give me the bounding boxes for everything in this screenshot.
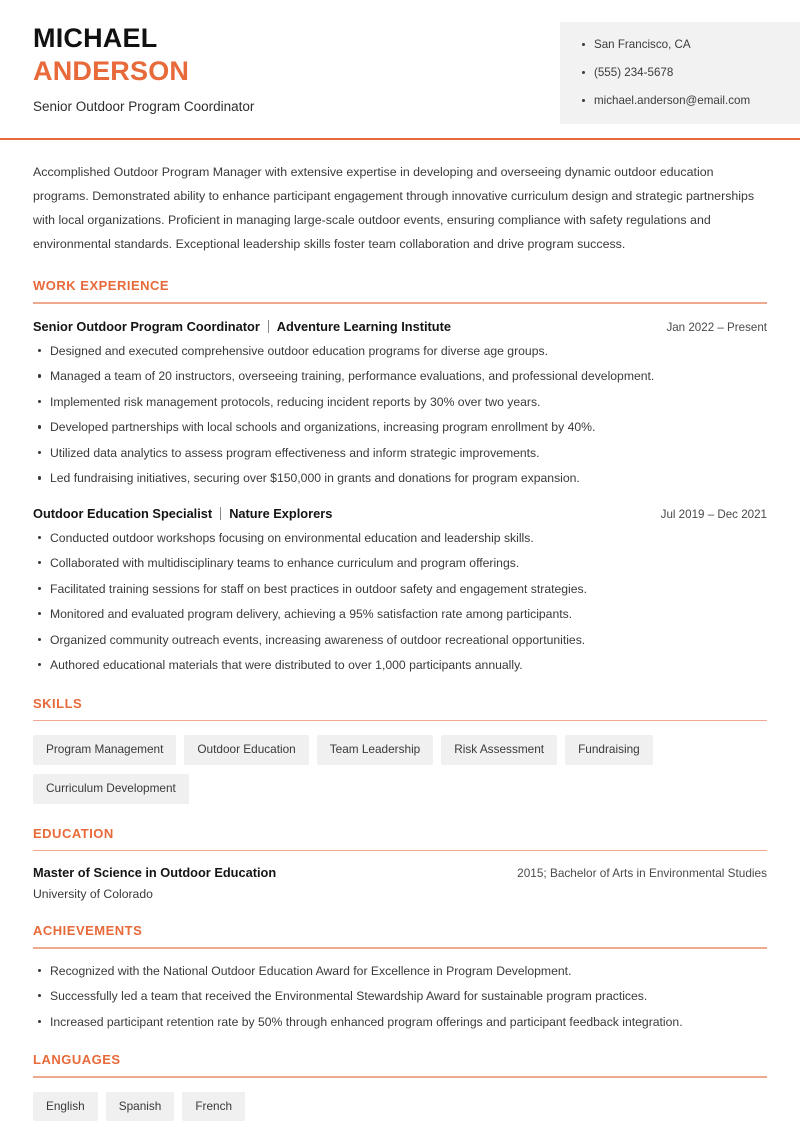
experience-role: Senior Outdoor Program Coordinator <box>33 318 260 334</box>
list-item: Managed a team of 20 instructors, overseeing training, performance evaluations, and professional development. <box>33 368 767 384</box>
section-divider <box>33 850 767 852</box>
list-item: Conducted outdoor workshops focusing on environmental education and leadership skills. <box>33 530 767 546</box>
language-chip: Spanish <box>106 1092 175 1122</box>
last-name: ANDERSON <box>33 55 190 86</box>
achievements-bullet-list <box>33 963 767 1030</box>
section-languages <box>33 1052 767 1121</box>
education-school: University of Colorado <box>33 887 153 902</box>
header-identity <box>0 0 254 115</box>
section-divider <box>33 947 767 949</box>
list-item: Implemented risk management protocols, reducing incident reports by 30% over two years. <box>33 394 767 410</box>
list-item: Designed and executed comprehensive outdoor education programs for diverse age groups. <box>33 343 767 359</box>
section-divider <box>33 720 767 722</box>
contact-location: San Francisco, CA <box>582 38 800 52</box>
experience-dates: Jul 2019 – Dec 2021 <box>660 507 767 521</box>
experience-bullet-list <box>33 530 767 674</box>
experience-entry-header <box>33 505 767 521</box>
experience-bullet-list <box>33 343 767 487</box>
list-item: Increased participant retention rate by 50% through enhanced program offerings and participant feedback integration. <box>33 1014 767 1030</box>
list-item: Utilized data analytics to assess program effectiveness and inform strategic improvements. <box>33 445 767 461</box>
resume-content <box>0 160 800 1122</box>
list-item: Authored educational materials that were distributed to over 1,000 participants annually. <box>33 657 767 673</box>
contact-list <box>582 38 800 108</box>
list-item: Led fundraising initiatives, securing over $150,000 in grants and donations for program expansion. <box>33 470 767 486</box>
first-name: MICHAEL <box>33 23 158 53</box>
education-entry <box>33 865 767 901</box>
education-extra: 2015; Bachelor of Arts in Environmental Studies <box>517 866 767 881</box>
list-item: Organized community outreach events, increasing awareness of outdoor recreational opportunities. <box>33 632 767 648</box>
list-item: Successfully led a team that received the Environmental Stewardship Award for sustainable program practices. <box>33 988 767 1004</box>
languages-chip-list <box>33 1092 767 1122</box>
section-title-achievements: ACHIEVEMENTS <box>33 923 143 939</box>
section-work-experience <box>33 278 767 673</box>
section-education <box>33 826 767 902</box>
experience-entry <box>33 318 767 487</box>
list-item: Developed partnerships with local schools and organizations, increasing program enrollment by 40%. <box>33 419 767 435</box>
skills-chip-list <box>33 735 767 804</box>
experience-dates: Jan 2022 – Present <box>666 320 767 334</box>
section-title-work-experience: WORK EXPERIENCE <box>33 278 170 294</box>
contact-info-box <box>560 22 800 124</box>
pipe-separator-icon <box>220 507 221 520</box>
experience-role: Outdoor Education Specialist <box>33 505 213 521</box>
experience-heading <box>33 318 451 334</box>
list-item: Recognized with the National Outdoor Education Award for Excellence in Program Development. <box>33 963 767 979</box>
header-divider <box>0 138 800 140</box>
skill-chip: Fundraising <box>565 735 653 765</box>
section-divider <box>33 302 767 304</box>
education-entry-header <box>33 865 767 880</box>
experience-company: Adventure Learning Institute <box>276 318 451 334</box>
list-item: Facilitated training sessions for staff on best practices in outdoor safety and engagement strategies. <box>33 581 767 597</box>
contact-phone[interactable]: (555) 234-5678 <box>582 66 800 80</box>
resume-header <box>0 0 800 124</box>
professional-title: Senior Outdoor Program Coordinator <box>33 98 255 114</box>
language-chip: English <box>33 1092 98 1122</box>
section-title-education: EDUCATION <box>33 825 114 841</box>
skill-chip: Outdoor Education <box>184 735 308 765</box>
section-achievements <box>33 923 767 1030</box>
skill-chip: Team Leadership <box>317 735 434 765</box>
skill-chip: Risk Assessment <box>441 735 557 765</box>
section-title-skills: SKILLS <box>33 695 83 711</box>
list-item: Collaborated with multidisciplinary teams to enhance curriculum and program offerings. <box>33 555 767 571</box>
experience-heading <box>33 505 332 521</box>
section-divider <box>33 1076 767 1078</box>
experience-company: Nature Explorers <box>229 505 333 521</box>
section-title-languages: LANGUAGES <box>33 1052 121 1068</box>
skill-chip: Curriculum Development <box>33 774 189 804</box>
experience-entry-header <box>33 318 767 334</box>
section-skills <box>33 696 767 804</box>
pipe-separator-icon <box>268 320 269 333</box>
professional-summary: Accomplished Outdoor Program Manager with extensive expertise in developing and overseeing dynamic outdoor education programs. Demonstrated ability to enhance participant engagement through innovative curriculum design and strategic partnerships with local organizations. Proficient in managing large-scale outdoor events, ensuring compliance with safety regulations and environmental standards. Exceptional leadership skills foster team collaboration and drive program success. <box>33 164 755 252</box>
contact-email[interactable]: michael.anderson@email.com <box>582 94 800 108</box>
language-chip: French <box>182 1092 245 1122</box>
list-item: Monitored and evaluated program delivery, achieving a 95% satisfaction rate among participants. <box>33 606 767 622</box>
experience-entry <box>33 505 767 674</box>
skill-chip: Program Management <box>33 735 176 765</box>
education-degree: Master of Science in Outdoor Education <box>33 865 277 881</box>
